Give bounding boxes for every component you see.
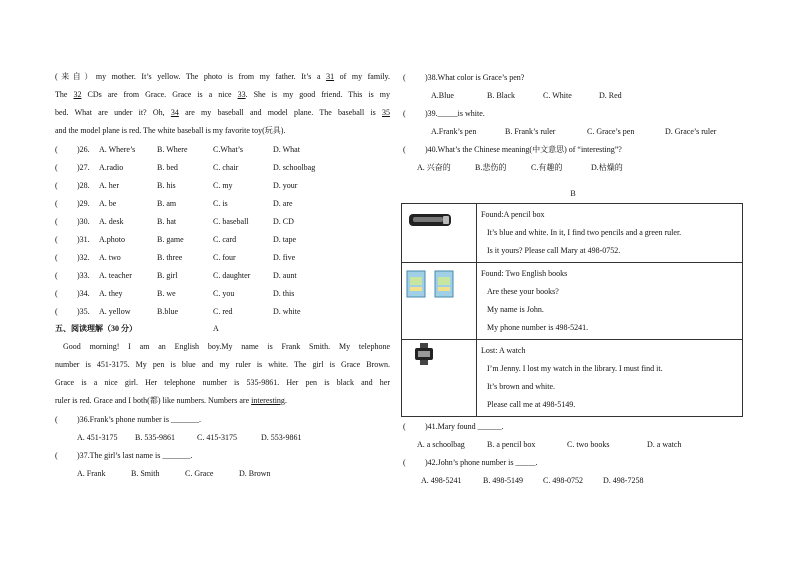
- answer-paren[interactable]: (: [55, 288, 58, 298]
- option-d[interactable]: D. 553-9861: [261, 432, 302, 442]
- question-stem: )37.The girl’s last name is _______.: [77, 450, 193, 460]
- option-d[interactable]: D.枯燥的: [591, 162, 623, 172]
- section-title: 五、阅读理解（30 分）: [55, 324, 137, 333]
- question-36-options: [55, 428, 390, 446]
- section-letter-b: B: [570, 189, 576, 198]
- option-c[interactable]: C. two books: [567, 439, 610, 449]
- question-number: )26.: [77, 144, 90, 154]
- option-b[interactable]: B. Frank’s ruler: [505, 126, 556, 136]
- cloze-question: [55, 158, 390, 176]
- blank-31: 31: [326, 72, 335, 81]
- reading-line-1: [55, 338, 390, 356]
- question-stem: )36.Frank’s phone number is _______.: [77, 414, 201, 424]
- answer-paren[interactable]: (: [403, 421, 406, 431]
- option-d[interactable]: D. white: [273, 306, 301, 316]
- option-c[interactable]: C.What’s: [213, 144, 243, 154]
- option-c[interactable]: C. Grace: [185, 468, 214, 478]
- option-b[interactable]: B. his: [157, 180, 176, 190]
- notice-line: Is it yours? Please call Mary at 498-0752.: [487, 246, 621, 255]
- option-b[interactable]: B. bed: [157, 162, 178, 172]
- option-d[interactable]: D. tape: [273, 234, 297, 244]
- answer-paren[interactable]: (: [403, 108, 406, 118]
- question-37-options: [55, 464, 390, 482]
- option-d[interactable]: D. are: [273, 198, 293, 208]
- answer-paren[interactable]: (: [55, 450, 58, 460]
- cloze-question: [55, 212, 390, 230]
- notice-line: I’m Jenny. I lost my watch in the library. I must find it.: [487, 364, 663, 373]
- option-a[interactable]: A. Where’s: [99, 144, 136, 154]
- question-number: )28.: [77, 180, 90, 190]
- reading-text: Good morning! I am an English boy.My name is Frank Smith. My telephone: [63, 342, 390, 351]
- option-c[interactable]: C. 415-3175: [197, 432, 237, 442]
- option-c[interactable]: C. Grace’s pen: [587, 126, 635, 136]
- option-c[interactable]: C. baseball: [213, 216, 249, 226]
- notice-text-cell: [477, 340, 743, 417]
- notice-line: It’s brown and white.: [487, 382, 555, 391]
- passage-text: CDs are from Grace. Grace is a nice: [81, 90, 238, 99]
- option-c[interactable]: C. red: [213, 306, 233, 316]
- right-column: [403, 68, 743, 489]
- question-number: )27.: [77, 162, 90, 172]
- blank-34: 34: [170, 108, 179, 117]
- reading-line-2: [55, 356, 390, 374]
- notice-heading: Found: Two English books: [481, 269, 568, 278]
- option-c[interactable]: C. 498-0752: [543, 475, 583, 485]
- question-number: )31.: [77, 234, 90, 244]
- notice-image-cell: [402, 204, 477, 263]
- option-a[interactable]: A. they: [99, 288, 123, 298]
- option-c[interactable]: C. you: [213, 288, 235, 298]
- option-d[interactable]: D. What: [273, 144, 300, 154]
- passage-line-4: [55, 122, 390, 140]
- question-number: )29.: [77, 198, 90, 208]
- question-number: )32.: [77, 252, 90, 262]
- answer-paren[interactable]: (: [55, 234, 58, 244]
- underlined-word: interesting: [251, 396, 285, 405]
- option-a[interactable]: A.Blue: [431, 90, 454, 100]
- question-number: )34.: [77, 288, 90, 298]
- watch-icon: [403, 341, 439, 367]
- cloze-question: [55, 194, 390, 212]
- question-stem: )42.John’s phone number is _____.: [425, 457, 538, 467]
- question-42: [403, 453, 743, 471]
- option-d[interactable]: D. aunt: [273, 270, 297, 280]
- answer-paren[interactable]: (: [55, 216, 58, 226]
- option-b[interactable]: B. 498-5149: [483, 475, 523, 485]
- option-b[interactable]: B. three: [157, 252, 183, 262]
- passage-line-1: [55, 68, 390, 86]
- answer-paren[interactable]: (: [55, 198, 58, 208]
- option-a[interactable]: A. teacher: [99, 270, 132, 280]
- answer-paren[interactable]: (: [55, 180, 58, 190]
- answer-paren[interactable]: (: [55, 306, 58, 316]
- option-d[interactable]: D. schoolbag: [273, 162, 316, 172]
- option-a[interactable]: A. a schoolbag: [417, 439, 465, 449]
- option-a[interactable]: A. 451-3175: [77, 432, 118, 442]
- passage-text: (来自）my mother. It’s yellow. The photo is from my father. It’s a: [55, 72, 327, 81]
- question-40-options: [403, 158, 743, 176]
- cloze-question: [55, 302, 390, 320]
- option-d[interactable]: D. your: [273, 180, 298, 190]
- option-c[interactable]: C. my: [213, 180, 233, 190]
- question-37: [55, 446, 390, 464]
- pencil-box-icon: [403, 205, 455, 233]
- answer-paren[interactable]: (: [403, 144, 406, 154]
- notice-image-cell: [402, 263, 477, 340]
- option-c[interactable]: C. four: [213, 252, 236, 262]
- option-b[interactable]: B. Black: [487, 90, 515, 100]
- cloze-question: [55, 266, 390, 284]
- question-39-options: [403, 122, 743, 140]
- answer-paren[interactable]: (: [55, 144, 58, 154]
- option-a[interactable]: A.radio: [99, 162, 124, 172]
- question-stem: )39._____is white.: [425, 108, 485, 118]
- notice-row-3: [402, 340, 743, 417]
- reading-text: ruler is red. Grace and I both(都) like numbers. Numbers are: [55, 396, 252, 405]
- notice-text-cell: [477, 204, 743, 263]
- blank-33: 33: [237, 90, 246, 99]
- option-b[interactable]: B. game: [157, 234, 184, 244]
- notice-image-cell: [402, 340, 477, 417]
- question-42-options: [403, 471, 743, 489]
- notice-line: My phone number is 498-5241.: [487, 323, 589, 332]
- passage-text: . She is my good friend. This is my: [245, 90, 391, 99]
- option-b[interactable]: B. hat: [157, 216, 177, 226]
- passage-line-2: [55, 86, 390, 104]
- notice-row-1: [402, 204, 743, 263]
- cloze-question: [55, 248, 390, 266]
- notice-line: My name is John.: [487, 305, 544, 314]
- question-stem: )41.Mary found ______.: [425, 421, 504, 431]
- question-36: [55, 410, 390, 428]
- option-b[interactable]: B.blue: [157, 306, 179, 316]
- option-c[interactable]: C. White: [543, 90, 572, 100]
- option-d[interactable]: D. this: [273, 288, 295, 298]
- option-a[interactable]: A.photo: [99, 234, 125, 244]
- cloze-question: [55, 230, 390, 248]
- notice-line: Are these your books?: [487, 287, 559, 296]
- option-b[interactable]: B. girl: [157, 270, 178, 280]
- option-c[interactable]: C.有趣的: [531, 162, 563, 172]
- option-d[interactable]: D. 498-7258: [603, 475, 644, 485]
- notice-heading: Lost: A watch: [481, 346, 526, 355]
- option-c[interactable]: C. daughter: [213, 270, 251, 280]
- option-a[interactable]: A. 兴奋的: [417, 162, 451, 172]
- passage-text: of my family.: [334, 72, 390, 81]
- notice-line: It’s blue and white. In it, I find two pencils and a green ruler.: [487, 228, 682, 237]
- reading-line-4: [55, 392, 390, 410]
- question-38: [403, 68, 743, 86]
- section-header: [55, 320, 390, 338]
- blank-32: 32: [73, 90, 82, 99]
- notice-row-2: [402, 263, 743, 340]
- option-c[interactable]: C. is: [213, 198, 228, 208]
- question-40: [403, 140, 743, 158]
- option-a[interactable]: A. yellow: [99, 306, 131, 316]
- option-a[interactable]: A. Frank: [77, 468, 106, 478]
- question-38-options: [403, 86, 743, 104]
- notice-line: Please call me at 498-5149.: [487, 400, 576, 409]
- option-b[interactable]: B. Smith: [131, 468, 160, 478]
- question-41-options: [403, 435, 743, 453]
- answer-paren[interactable]: (: [55, 162, 58, 172]
- option-b[interactable]: B. am: [157, 198, 177, 208]
- reading-text: Grace is a nice girl. Her telephone number is 535-9861. Her pen is black and her: [55, 378, 390, 387]
- answer-paren[interactable]: (: [55, 270, 58, 280]
- passage-text: are my baseball and model plane. The baseball is: [178, 108, 382, 117]
- answer-paren[interactable]: (: [403, 72, 406, 82]
- passage-text: The: [55, 90, 74, 99]
- option-a[interactable]: A. be: [99, 198, 117, 208]
- option-b[interactable]: B. we: [157, 288, 176, 298]
- option-b[interactable]: B. a pencil box: [487, 439, 536, 449]
- cloze-question: [55, 176, 390, 194]
- reading-text: number is 451-3175. My pen is blue and my ruler is white. The girl is Grace Brown.: [55, 360, 390, 369]
- question-number: )33.: [77, 270, 90, 280]
- option-a[interactable]: A. 498-5241: [421, 475, 462, 485]
- question-41: [403, 417, 743, 435]
- question-stem: )40.What’s the Chinese meaning(中文意思) of “interesting”?: [425, 144, 622, 154]
- option-a[interactable]: A. her: [99, 180, 119, 190]
- option-d[interactable]: D. CD: [273, 216, 294, 226]
- answer-paren[interactable]: (: [55, 414, 58, 424]
- option-d[interactable]: D. Red: [599, 90, 622, 100]
- section-letter-a: A: [213, 324, 219, 333]
- passage-text: bed. What are under it? Oh,: [55, 108, 171, 117]
- cloze-questions: [55, 140, 390, 320]
- option-d[interactable]: D. Brown: [239, 468, 271, 478]
- question-number: )35.: [77, 306, 90, 316]
- option-b[interactable]: B. 535-9861: [135, 432, 175, 442]
- option-d[interactable]: D. a watch: [647, 439, 682, 449]
- reading-text: .: [284, 396, 287, 405]
- passage-text: and the model plane is red. The white baseball is my favorite toy(玩具).: [55, 126, 286, 135]
- option-d[interactable]: D. Grace’s ruler: [665, 126, 717, 136]
- option-a[interactable]: A.Frank’s pen: [431, 126, 477, 136]
- reading-line-3: [55, 374, 390, 392]
- option-c[interactable]: C. chair: [213, 162, 239, 172]
- question-stem: )38.What color is Grace’s pen?: [425, 72, 525, 82]
- notice-heading: Found:A pencil box: [481, 210, 545, 219]
- left-column: [55, 68, 390, 482]
- option-b[interactable]: B. Where: [157, 144, 188, 154]
- lost-and-found-table: [401, 203, 743, 417]
- passage-line-3: [55, 104, 390, 122]
- answer-paren[interactable]: (: [403, 457, 406, 467]
- option-a[interactable]: A. two: [99, 252, 121, 262]
- option-b[interactable]: B.悲伤的: [475, 162, 507, 172]
- books-icon: [403, 264, 465, 303]
- cloze-question: [55, 284, 390, 302]
- notice-text-cell: [477, 263, 743, 340]
- question-39: [403, 104, 743, 122]
- cloze-question: [55, 140, 390, 158]
- answer-paren[interactable]: (: [55, 252, 58, 262]
- option-d[interactable]: D. five: [273, 252, 296, 262]
- option-a[interactable]: A. desk: [99, 216, 124, 226]
- blank-35: 35: [382, 108, 390, 117]
- option-c[interactable]: C. card: [213, 234, 237, 244]
- question-number: )30.: [77, 216, 90, 226]
